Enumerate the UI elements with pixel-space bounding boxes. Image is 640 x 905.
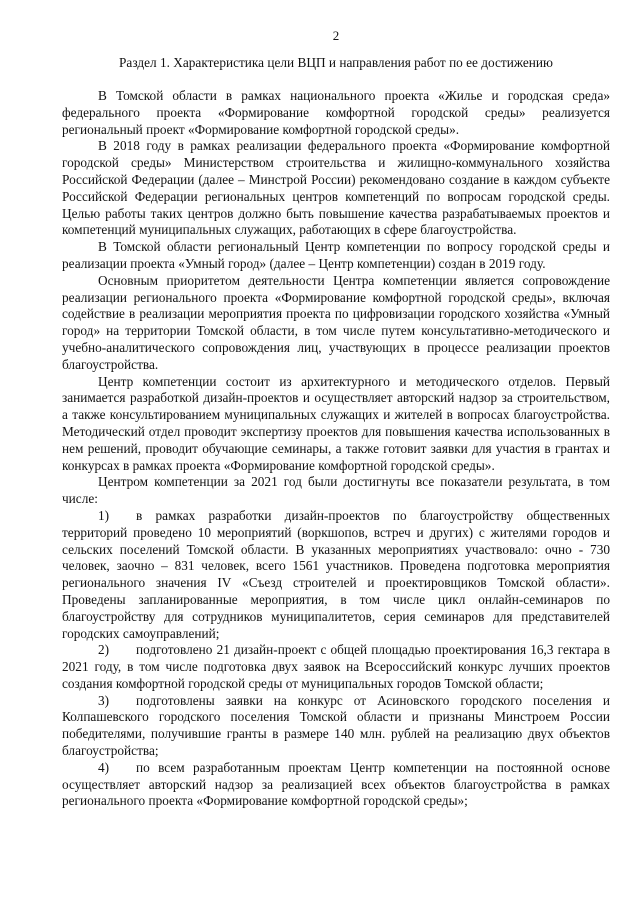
list-item	[62, 508, 610, 642]
paragraph: Основным приоритетом деятельности Центра компетенции является сопровождение реализации регионального проекта «Формирование комфортной городской среды», включая содействие в реализации мероприятия проекта по цифровизации городского хозяйства «Умный город» на территории Томской области, в том числе путем консультативно-методического и учебно-аналитического сопровождения лиц, участвующих в процессе реализации проектов благоустройства.	[62, 272, 610, 372]
list-item-number: 3)	[98, 692, 110, 708]
list-item-text: по всем разработанным проектам Центр компетенции на постоянной основе осуществляет авторский надзор за реализацией всех объектов благоустройства в рамках регионального проекта «Формирование комфортной городской среды»;	[62, 759, 610, 809]
list-item	[62, 760, 610, 810]
paragraph: В 2018 году в рамках реализации федерального проекта «Формирование комфортной городской среды» Министерством строительства и жилищно-коммунального хозяйства Российской Федерации (далее – Минстрой России) рекомендовано создание в каждом субъекте Российской Федерации региональных центров компетенций по вопросам городской среды. Целью работы таких центров должно быть повышение качества разрабатываемых проектов и компетенций муниципальных служащих, работающих в сфере благоустройства.	[62, 138, 610, 238]
list-item-number: 4)	[98, 759, 110, 775]
list-item	[62, 642, 610, 692]
list-item-text: в рамках разработки дизайн-проектов по благоустройству общественных территорий проведено 10 мероприятий (воркшопов, встреч и других) с жителями городов и сельских поселений Томской области. В указанных мероприятиях участвовало: очно - 730 человек, заочно – 831 человек, всего 1561 участников. Проведена подготовка мероприятия регионального значения IV «Съезд строителей и проектировщиков Томской области». Проведены запланированные мероприятия, в том числе цикл онлайн-семинаров по благоустройству для сотрудников муниципалитетов, серия семинаров для представителей городских самоуправлений;	[62, 507, 610, 641]
paragraph: Центр компетенции состоит из архитектурного и методического отделов. Первый занимается разработкой дизайн-проектов и осуществляет авторский надзор за строительством, а также консультированием муниципальных служащих и жителей в вопросах благоустройства. Методический отдел проводит экспертизу проектов для повышения качества использованных в нем решений, проводит обучающие семинары, а также готовит заявки для участия в грантах и конкурсах в рамках проекта «Формирование комфортной городской среды».	[62, 373, 610, 473]
page-number: 2	[332, 28, 340, 43]
list-item-text: подготовлено 21 дизайн-проект с общей площадью проектирования 16,3 гектара в 2021 году, в том числе подготовка двух заявок на Всероссийский конкурс лучших проектов создания комфортной городской среды от муниципальных городов Томской области;	[62, 642, 610, 691]
list-item	[62, 693, 610, 760]
paragraph: В Томской области региональный Центр компетенции по вопросу городской среды и реализации проекта «Умный город» (далее – Центр компетенции) создан в 2019 году.	[62, 239, 610, 271]
document-page	[62, 28, 610, 810]
section-title: Раздел 1. Характеристика цели ВЦП и направления работ по ее достижению	[119, 55, 553, 70]
list-item-number: 1)	[98, 507, 110, 523]
list-item-number: 2)	[98, 642, 110, 658]
list-item-text: подготовлены заявки на конкурс от Асиновского городского поселения и Колпашевского городского поселения Томской области и признаны Минстроем России победителями, получившие гранты в размере 140 млн. рублей на реализацию двух объектов благоустройства;	[62, 692, 610, 759]
paragraph: В Томской области в рамках национального проекта «Жилье и городская среда» федерального проекта «Формирование комфортной городской среды» реализуется региональный проект «Формирование комфортной городской среды».	[62, 88, 610, 137]
paragraph: Центром компетенции за 2021 год были достигнуты все показатели результата, в том числе:	[62, 474, 610, 507]
